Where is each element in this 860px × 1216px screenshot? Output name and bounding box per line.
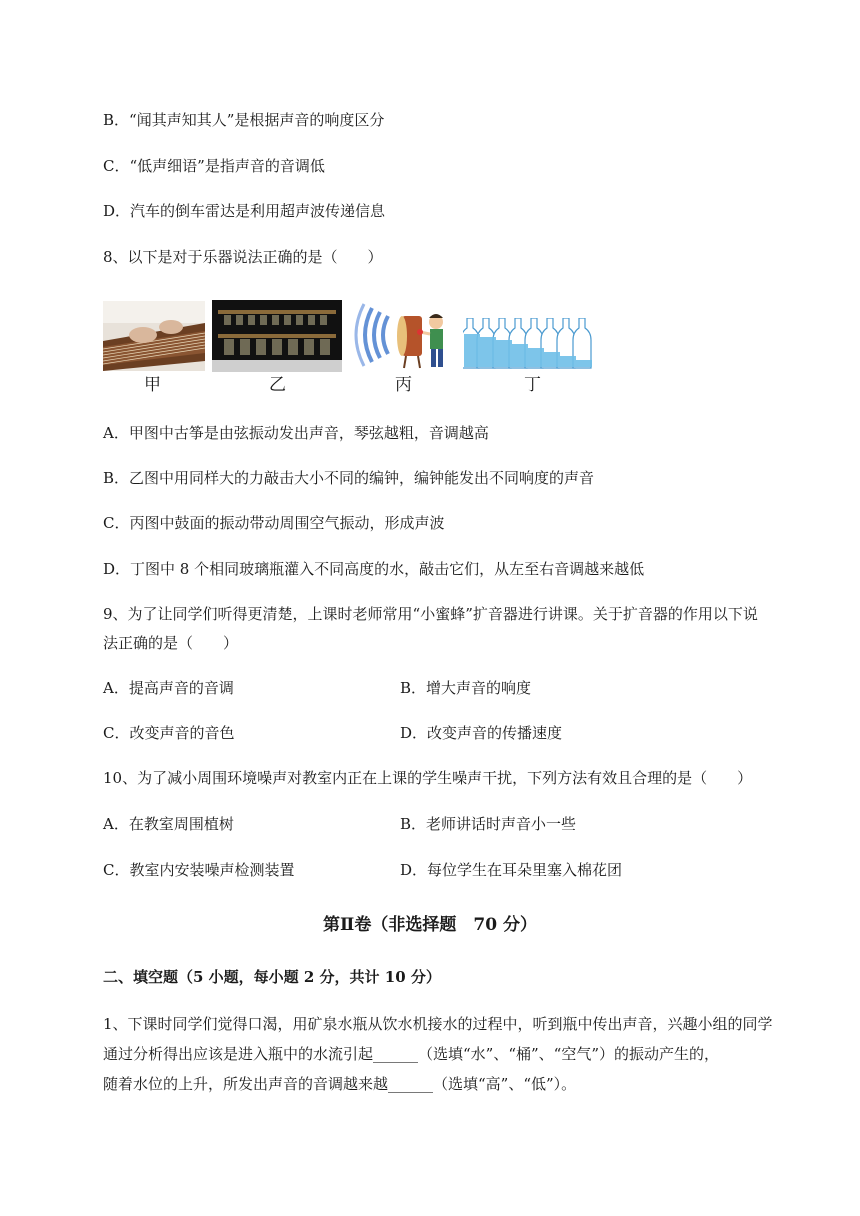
- option-9a: A．提高声音的音调: [103, 679, 234, 697]
- figure-label-jia: 甲: [144, 375, 161, 395]
- figure-label-ding: 丁: [524, 375, 541, 395]
- question-9-stem-line1: 9、为了让同学们听得更清楚，上课时老师常用“小蜜蜂”扩音器进行讲课。关于扩音器的作用以下说: [103, 605, 758, 623]
- question-8-stem: 8、以下是对于乐器说法正确的是（ ）: [103, 248, 383, 266]
- fill-1-line3: 随着水位的上升，所发出声音的音调越来越______（选填“高”、“低”）。: [103, 1075, 577, 1093]
- option-10d: D．每位学生在耳朵里塞入棉花团: [400, 861, 623, 879]
- option-7c: C．“低声细语”是指声音的音调低: [103, 157, 325, 175]
- option-10b: B．老师讲话时声音小一些: [400, 815, 577, 833]
- option-9d: D．改变声音的传播速度: [400, 724, 563, 742]
- option-10a: A．在教室周围植树: [103, 815, 234, 833]
- question-10-stem: 10、为了减小周围环境噪声对教室内正在上课的学生噪声干扰，下列方法有效且合理的是（ ）: [103, 769, 753, 787]
- option-7d: D．汽车的倒车雷达是利用超声波传递信息: [103, 202, 386, 220]
- option-7b: B．“闻其声知其人”是根据声音的响度区分: [103, 111, 385, 129]
- question-9-stem-line2: 法正确的是（ ）: [103, 634, 239, 652]
- option-8c: C．丙图中鼓面的振动带动周围空气振动，形成声波: [103, 514, 445, 532]
- section-title: 第Ⅱ卷（非选择题 70 分）: [323, 915, 537, 935]
- option-8d: D．丁图中 8 个相同玻璃瓶灌入不同高度的水，敲击它们，从左至右音调越来越低: [103, 560, 645, 578]
- figure-label-yi: 乙: [269, 375, 286, 395]
- bianzhong-photo: [212, 300, 342, 372]
- option-10c: C．教室内安装噪声检测装置: [103, 861, 295, 879]
- question-8-figures: [103, 298, 603, 398]
- section-subtitle: 二、填空题（5 小题，每小题 2 分，共计 10 分）: [103, 968, 441, 986]
- option-8b: B．乙图中用同样大的力敲击大小不同的编钟，编钟能发出不同响度的声音: [103, 469, 595, 487]
- glass-bottles-icon: [463, 318, 593, 370]
- fill-1-line2: 通过分析得出应该是进入瓶中的水流引起______（选填“水”、“桶”、“空气”）的振动产生的，: [103, 1045, 720, 1063]
- guzheng-photo: [103, 301, 205, 371]
- figure-label-bing: 丙: [395, 375, 412, 395]
- option-8a: A．甲图中古筝是由弦振动发出声音，琴弦越粗，音调越高: [103, 424, 489, 442]
- option-9c: C．改变声音的音色: [103, 724, 235, 742]
- drum-sound-waves-icon: [350, 298, 454, 372]
- fill-1-line1: 1、下课时同学们觉得口渴，用矿泉水瓶从饮水机接水的过程中，听到瓶中传出声音，兴趣小组的同学: [103, 1015, 773, 1033]
- option-9b: B．增大声音的响度: [400, 679, 532, 697]
